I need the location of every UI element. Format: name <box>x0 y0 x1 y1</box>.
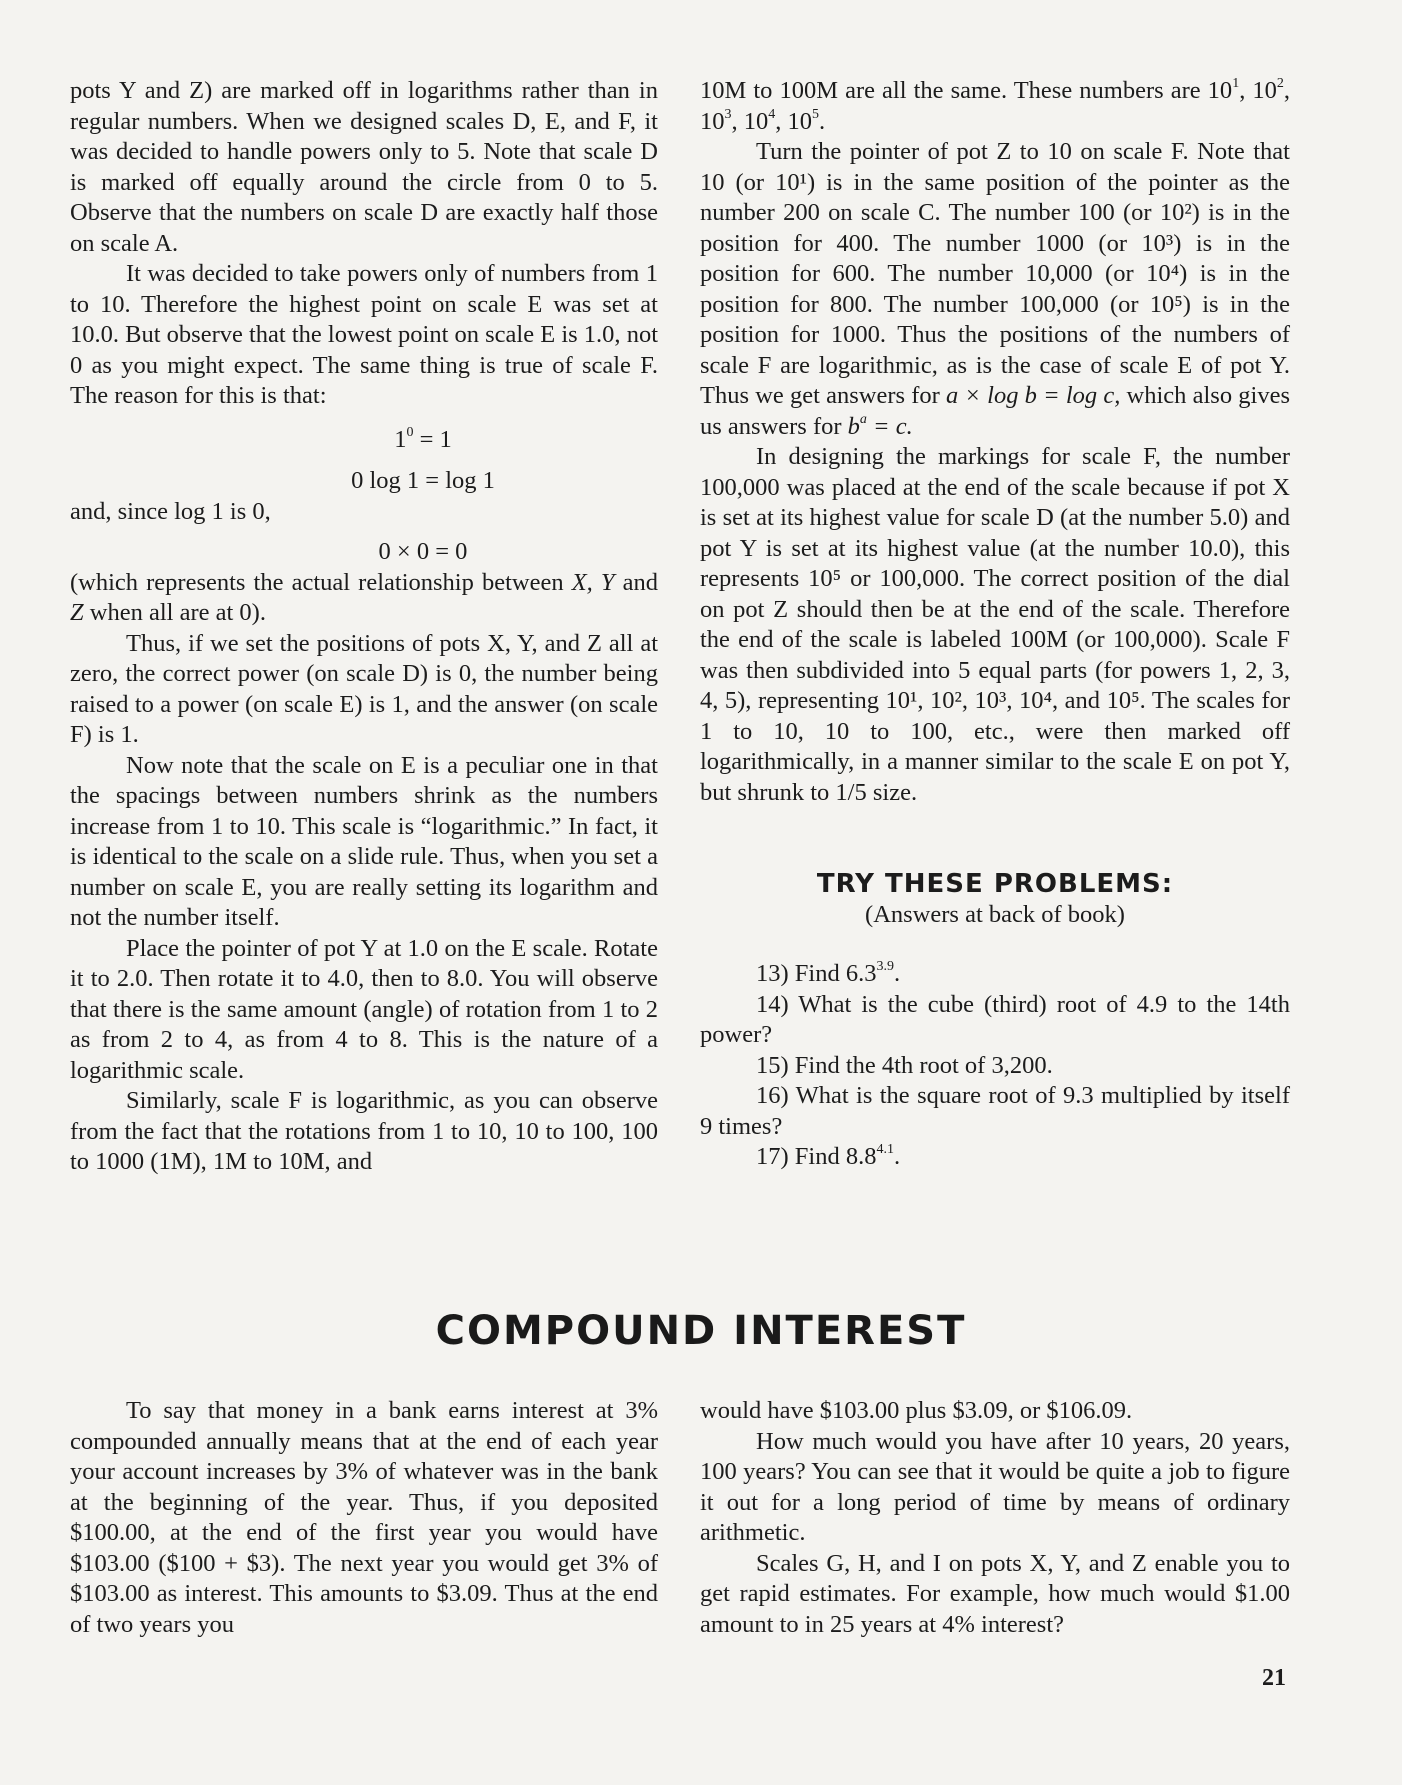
problems-title: TRY THESE PROBLEMS: <box>816 869 1174 899</box>
paragraph: pots Y and Z) are marked off in logarithms rather than in regular numbers. When we designed scales D, E, and F, it was decided to handle powers only to 5. Note that scale D is marked off equally around the circle from 0 to 5. Observe that the numbers on scale D are exactly half those on scale A. <box>70 77 658 257</box>
paragraph: How much would you have after 10 years, 20 years, 100 years? You can see that it would be quite a job to figure it out for a long period of time by means of ordinary arithmetic. <box>700 1427 1290 1546</box>
right-column <box>700 76 1290 1173</box>
problems-subtitle: (Answers at back of book) <box>865 900 1125 928</box>
paragraph: (which represents the actual relationship between X, Y and Z when all are at 0). <box>70 568 659 626</box>
bottom-left-column <box>70 1396 658 1640</box>
page-number: 21 <box>1262 1665 1286 1691</box>
equation: 0 × 0 = 0 <box>378 538 468 565</box>
problem-item: 14) What is the cube (third) root of 4.9 to the 14th power? <box>700 990 1290 1048</box>
equation: $1^0 = 1$ <box>394 424 452 453</box>
paragraph: To say that money in a bank earns interest at 3% compounded annually means that at the end of each year your account increases by 3% of whatever was in the bank at the beginning of the year. Thus, if you deposited $100.00, at the end of the first year you would have $103.00 ($100 + $3). The next year you would get 3% of $103.00 as interest. This amounts to $3.09. Thus at the end of two years you <box>70 1397 658 1638</box>
paragraph: and, since log 1 is 0, <box>70 497 271 525</box>
paragraph: Now note that the scale on E is a peculiar one in that the spacings between numbers shrink as the numbers increase from 1 to 10. This scale is “logarithmic.” In fact, it is identical to the scale on a slide rule. Thus, when you set a number on scale E, you are really setting its logarithm and not the number itself. <box>70 751 658 931</box>
left-column <box>70 76 658 1178</box>
problems-box <box>700 869 1290 1173</box>
problem-item: 15) Find the 4th root of 3,200. <box>756 1051 1053 1079</box>
problem-item: 16) What is the square root of 9.3 multiplied by itself 9 times? <box>700 1082 1290 1140</box>
paragraph: Scales G, H, and I on pots X, Y, and Z enable you to get rapid estimates. For example, how much would $1.00 amount to in 25 years at 4% interest? <box>700 1549 1290 1638</box>
paragraph: Similarly, scale F is logarithmic, as you can observe from the fact that the rotations from 1 to 10, 10 to 100, 100 to 1000 (1M), 1M to 10M, and <box>70 1087 658 1175</box>
bottom-right-column <box>700 1396 1290 1640</box>
paragraph: Turn the pointer of pot Z to 10 on scale F. Note that 10 (or 10¹) is in the same position of the pointer as the number 200 on scale C. The number 100 (or 10²) is in the position for 400. The number 1000 (or 10³) is in the position for 600. The number 10,000 (or 10⁴) is in the position for 800. The number 100,000 (or 10⁵) is in the position for 1000. Thus the positions of the numbers of scale F are logarithmic, as is the case of scale E of pot Y. Thus we get answers for a × log b = log c, which also gives us answers for $b^a = c$. <box>700 138 1290 440</box>
paragraph: Place the pointer of pot Y at 1.0 on the E scale. Rotate it to 2.0. Then rotate it to 4.0, then to 8.0. You will observe that there is the same amount (angle) of rotation from 1 to 2 as from 2 to 4, as from 4 to 8. This is the nature of a logarithmic scale. <box>70 934 658 1084</box>
paragraph: It was decided to take powers only of numbers from 1 to 10. Therefore the highest point on scale E was set at 10.0. But observe that the lowest point on scale E is 1.0, not 0 as you might expect. The same thing is true of scale F. The reason for this is that: <box>70 260 658 409</box>
paragraph: would have $103.00 plus $3.09, or $106.09. <box>700 1397 1133 1424</box>
section-heading: COMPOUND INTEREST <box>435 1308 967 1354</box>
paragraph: In designing the markings for scale F, the number 100,000 was placed at the end of the scale because if pot X is set at its highest value for scale D (at the number 5.0) and pot Y is set at its highest value (at the number 10.0), this represents 10⁵ or 100,000. The correct position of the dial on pot Z should then be at the end of the scale. Therefore the end of the scale is labeled 100M (or 100,000). Scale F was then subdivided into 5 equal parts (for powers 1, 2, 3, 4, 5), representing 10¹, 10², 10³, 10⁴, and 10⁵. The scales for 1 to 10, 10 to 100, etc., were then marked off logarithmically, in a manner similar to the scale E on pot Y, but shrunk to 1/5 size. <box>700 443 1290 806</box>
problem-item: 13) Find $6.3^{3.9}$. <box>756 959 901 987</box>
paragraph: 10M to 100M are all the same. These numbers are $10^1$, $10^2$, $10^3$, $10^4$, $10^5$. <box>700 76 1291 135</box>
problem-item: 17) Find $8.8^{4.1}$. <box>756 1142 901 1170</box>
equation: 0 log 1 = log 1 <box>351 467 495 494</box>
paragraph: Thus, if we set the positions of pots X, Y, and Z all at zero, the correct power (on scale D) is 0, the number being raised to a power (on scale E) is 1, and the answer (on scale F) is 1. <box>70 629 658 748</box>
